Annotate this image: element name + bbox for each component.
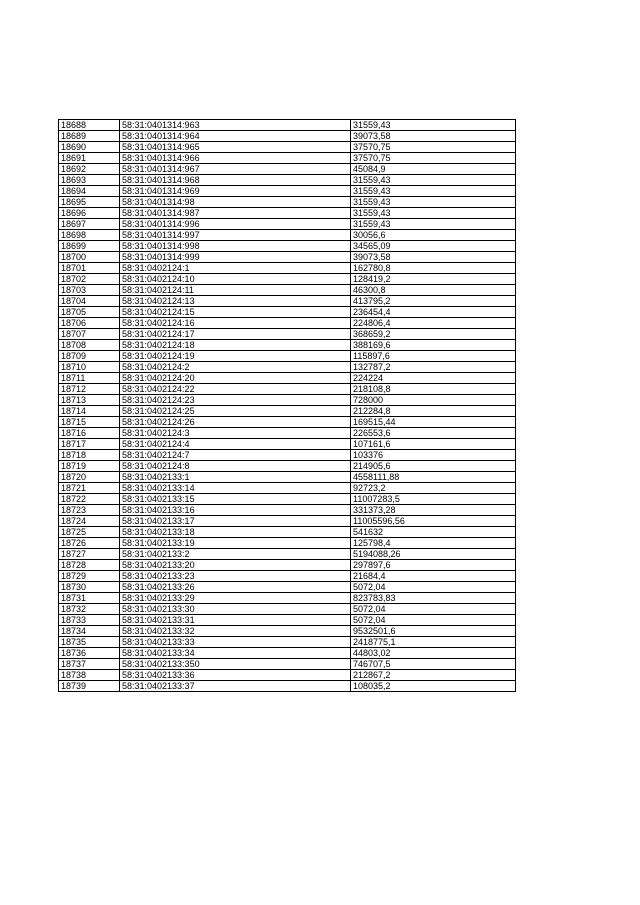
row-number-cell: 18710 (59, 362, 120, 373)
table-row (59, 362, 516, 373)
value-cell: 5194088,26 (351, 549, 516, 560)
row-number-cell: 18701 (59, 263, 120, 274)
cadastral-number-cell: 58:31:0402133:23 (120, 571, 351, 582)
row-number-cell: 18716 (59, 428, 120, 439)
value-cell: 413795,2 (351, 296, 516, 307)
table-row (59, 593, 516, 604)
row-number-cell: 18697 (59, 219, 120, 230)
table-row (59, 219, 516, 230)
cadastral-number-cell: 58:31:0402124:11 (120, 285, 351, 296)
table-row (59, 153, 516, 164)
row-number-cell: 18711 (59, 373, 120, 384)
row-number-cell: 18730 (59, 582, 120, 593)
row-number-cell: 18737 (59, 659, 120, 670)
table-row (59, 285, 516, 296)
row-number-cell: 18727 (59, 549, 120, 560)
row-number-cell: 18736 (59, 648, 120, 659)
value-cell: 31559,43 (351, 186, 516, 197)
table-row (59, 615, 516, 626)
row-number-cell: 18721 (59, 483, 120, 494)
table-row (59, 197, 516, 208)
cadastral-number-cell: 58:31:0402124:15 (120, 307, 351, 318)
value-cell: 162780,8 (351, 263, 516, 274)
cadastral-number-cell: 58:31:0402133:2 (120, 549, 351, 560)
cadastral-number-cell: 58:31:0402133:26 (120, 582, 351, 593)
row-number-cell: 18724 (59, 516, 120, 527)
row-number-cell: 18706 (59, 318, 120, 329)
row-number-cell: 18695 (59, 197, 120, 208)
table-body (59, 120, 516, 692)
table-row (59, 406, 516, 417)
row-number-cell: 18692 (59, 164, 120, 175)
row-number-cell: 18731 (59, 593, 120, 604)
row-number-cell: 18722 (59, 494, 120, 505)
value-cell: 37570,75 (351, 142, 516, 153)
table-row (59, 659, 516, 670)
value-cell: 21684,4 (351, 571, 516, 582)
row-number-cell: 18728 (59, 560, 120, 571)
table-row (59, 296, 516, 307)
cadastral-number-cell: 58:31:0402124:2 (120, 362, 351, 373)
table-row (59, 142, 516, 153)
value-cell: 224224 (351, 373, 516, 384)
row-number-cell: 18708 (59, 340, 120, 351)
row-number-cell: 18709 (59, 351, 120, 362)
value-cell: 34565,09 (351, 241, 516, 252)
cadastral-number-cell: 58:31:0402133:37 (120, 681, 351, 692)
cadastral-number-cell: 58:31:0402133:14 (120, 483, 351, 494)
table-row (59, 472, 516, 483)
table-row (59, 417, 516, 428)
table-row (59, 307, 516, 318)
table-row (59, 131, 516, 142)
value-cell: 9532501,6 (351, 626, 516, 637)
cadastral-number-cell: 58:31:0402124:17 (120, 329, 351, 340)
row-number-cell: 18726 (59, 538, 120, 549)
data-table (58, 119, 516, 692)
cadastral-number-cell: 58:31:0402124:10 (120, 274, 351, 285)
cadastral-number-cell: 58:31:0402124:13 (120, 296, 351, 307)
value-cell: 11005596,56 (351, 516, 516, 527)
row-number-cell: 18715 (59, 417, 120, 428)
table-row (59, 340, 516, 351)
value-cell: 4558111,88 (351, 472, 516, 483)
table-row (59, 527, 516, 538)
value-cell: 236454,4 (351, 307, 516, 318)
row-number-cell: 18689 (59, 131, 120, 142)
table-row (59, 450, 516, 461)
value-cell: 37570,75 (351, 153, 516, 164)
table-row (59, 120, 516, 131)
table-row (59, 373, 516, 384)
cadastral-number-cell: 58:31:0401314:996 (120, 219, 351, 230)
row-number-cell: 18738 (59, 670, 120, 681)
table-row (59, 637, 516, 648)
row-number-cell: 18700 (59, 252, 120, 263)
row-number-cell: 18735 (59, 637, 120, 648)
cadastral-number-cell: 58:31:0402124:20 (120, 373, 351, 384)
table-row (59, 670, 516, 681)
row-number-cell: 18714 (59, 406, 120, 417)
value-cell: 31559,43 (351, 120, 516, 131)
row-number-cell: 18699 (59, 241, 120, 252)
cadastral-number-cell: 58:31:0402133:350 (120, 659, 351, 670)
row-number-cell: 18688 (59, 120, 120, 131)
cadastral-number-cell: 58:31:0401314:965 (120, 142, 351, 153)
value-cell: 39073,58 (351, 131, 516, 142)
value-cell: 103376 (351, 450, 516, 461)
row-number-cell: 18734 (59, 626, 120, 637)
table-row (59, 384, 516, 395)
row-number-cell: 18690 (59, 142, 120, 153)
row-number-cell: 18729 (59, 571, 120, 582)
table-row (59, 318, 516, 329)
value-cell: 746707,5 (351, 659, 516, 670)
value-cell: 5072,04 (351, 582, 516, 593)
value-cell: 331373,28 (351, 505, 516, 516)
cadastral-number-cell: 58:31:0402133:32 (120, 626, 351, 637)
cadastral-number-cell: 58:31:0402133:18 (120, 527, 351, 538)
cadastral-number-cell: 58:31:0402133:30 (120, 604, 351, 615)
value-cell: 226553,6 (351, 428, 516, 439)
cadastral-number-cell: 58:31:0402124:19 (120, 351, 351, 362)
row-number-cell: 18702 (59, 274, 120, 285)
table-row (59, 560, 516, 571)
table-row (59, 439, 516, 450)
row-number-cell: 18732 (59, 604, 120, 615)
table-row (59, 516, 516, 527)
cadastral-number-cell: 58:31:0402124:1 (120, 263, 351, 274)
table-row (59, 582, 516, 593)
row-number-cell: 18739 (59, 681, 120, 692)
row-number-cell: 18696 (59, 208, 120, 219)
cadastral-number-cell: 58:31:0402133:19 (120, 538, 351, 549)
cadastral-number-cell: 58:31:0402133:36 (120, 670, 351, 681)
cadastral-number-cell: 58:31:0401314:98 (120, 197, 351, 208)
value-cell: 92723,2 (351, 483, 516, 494)
value-cell: 31559,43 (351, 175, 516, 186)
row-number-cell: 18704 (59, 296, 120, 307)
row-number-cell: 18723 (59, 505, 120, 516)
value-cell: 39073,58 (351, 252, 516, 263)
row-number-cell: 18703 (59, 285, 120, 296)
table-row (59, 428, 516, 439)
table-row (59, 241, 516, 252)
cadastral-number-cell: 58:31:0402133:20 (120, 560, 351, 571)
value-cell: 728000 (351, 395, 516, 406)
value-cell: 45084,9 (351, 164, 516, 175)
value-cell: 31559,43 (351, 197, 516, 208)
value-cell: 169515,44 (351, 417, 516, 428)
row-number-cell: 18707 (59, 329, 120, 340)
cadastral-number-cell: 58:31:0401314:967 (120, 164, 351, 175)
table-row (59, 681, 516, 692)
row-number-cell: 18712 (59, 384, 120, 395)
table-row (59, 230, 516, 241)
value-cell: 212867,2 (351, 670, 516, 681)
cadastral-number-cell: 58:31:0402124:7 (120, 450, 351, 461)
row-number-cell: 18705 (59, 307, 120, 318)
table-row (59, 505, 516, 516)
cadastral-number-cell: 58:31:0401314:968 (120, 175, 351, 186)
cadastral-number-cell: 58:31:0401314:969 (120, 186, 351, 197)
value-cell: 132787,2 (351, 362, 516, 373)
row-number-cell: 18694 (59, 186, 120, 197)
table-row (59, 549, 516, 560)
row-number-cell: 18720 (59, 472, 120, 483)
value-cell: 5072,04 (351, 604, 516, 615)
cadastral-number-cell: 58:31:0402133:31 (120, 615, 351, 626)
table-row (59, 252, 516, 263)
value-cell: 541632 (351, 527, 516, 538)
cadastral-number-cell: 58:31:0401314:987 (120, 208, 351, 219)
table-row (59, 164, 516, 175)
cadastral-number-cell: 58:31:0401314:997 (120, 230, 351, 241)
table-row (59, 483, 516, 494)
cadastral-number-cell: 58:31:0402124:16 (120, 318, 351, 329)
value-cell: 224806,4 (351, 318, 516, 329)
cadastral-number-cell: 58:31:0402124:4 (120, 439, 351, 450)
row-number-cell: 18733 (59, 615, 120, 626)
cadastral-number-cell: 58:31:0401314:964 (120, 131, 351, 142)
cadastral-number-cell: 58:31:0402133:33 (120, 637, 351, 648)
value-cell: 46300,8 (351, 285, 516, 296)
cadastral-number-cell: 58:31:0402124:3 (120, 428, 351, 439)
table-row (59, 571, 516, 582)
cadastral-number-cell: 58:31:0402124:18 (120, 340, 351, 351)
table-row (59, 274, 516, 285)
cadastral-number-cell: 58:31:0402133:17 (120, 516, 351, 527)
cadastral-number-cell: 58:31:0402133:15 (120, 494, 351, 505)
cadastral-number-cell: 58:31:0402133:1 (120, 472, 351, 483)
row-number-cell: 18718 (59, 450, 120, 461)
row-number-cell: 18698 (59, 230, 120, 241)
table-row (59, 626, 516, 637)
value-cell: 31559,43 (351, 208, 516, 219)
cadastral-number-cell: 58:31:0402124:25 (120, 406, 351, 417)
value-cell: 30056,6 (351, 230, 516, 241)
cadastral-number-cell: 58:31:0401314:966 (120, 153, 351, 164)
cadastral-number-cell: 58:31:0402124:23 (120, 395, 351, 406)
value-cell: 128419,2 (351, 274, 516, 285)
table-row (59, 538, 516, 549)
row-number-cell: 18693 (59, 175, 120, 186)
cadastral-number-cell: 58:31:0402124:26 (120, 417, 351, 428)
table-row (59, 263, 516, 274)
value-cell: 2418775,1 (351, 637, 516, 648)
cadastral-number-cell: 58:31:0402133:34 (120, 648, 351, 659)
table-row (59, 208, 516, 219)
cadastral-number-cell: 58:31:0402133:29 (120, 593, 351, 604)
value-cell: 214905,6 (351, 461, 516, 472)
cadastral-number-cell: 58:31:0401314:998 (120, 241, 351, 252)
table-row (59, 648, 516, 659)
cadastral-number-cell: 58:31:0402133:16 (120, 505, 351, 516)
table-row (59, 604, 516, 615)
table-row (59, 351, 516, 362)
table-row (59, 175, 516, 186)
value-cell: 218108,8 (351, 384, 516, 395)
value-cell: 108035,2 (351, 681, 516, 692)
value-cell: 5072,04 (351, 615, 516, 626)
value-cell: 115897,6 (351, 351, 516, 362)
table-row (59, 329, 516, 340)
cadastral-number-cell: 58:31:0401314:999 (120, 252, 351, 263)
value-cell: 212284,8 (351, 406, 516, 417)
row-number-cell: 18725 (59, 527, 120, 538)
table-row (59, 186, 516, 197)
value-cell: 11007283,5 (351, 494, 516, 505)
value-cell: 107161,6 (351, 439, 516, 450)
row-number-cell: 18719 (59, 461, 120, 472)
value-cell: 823783,83 (351, 593, 516, 604)
row-number-cell: 18717 (59, 439, 120, 450)
value-cell: 125798,4 (351, 538, 516, 549)
cadastral-number-cell: 58:31:0402124:22 (120, 384, 351, 395)
table-row (59, 461, 516, 472)
table-row (59, 494, 516, 505)
row-number-cell: 18713 (59, 395, 120, 406)
value-cell: 44803,02 (351, 648, 516, 659)
table-row (59, 395, 516, 406)
cadastral-number-cell: 58:31:0402124:8 (120, 461, 351, 472)
value-cell: 368659,2 (351, 329, 516, 340)
value-cell: 31559,43 (351, 219, 516, 230)
cadastral-number-cell: 58:31:0401314:963 (120, 120, 351, 131)
row-number-cell: 18691 (59, 153, 120, 164)
value-cell: 388169,6 (351, 340, 516, 351)
value-cell: 297897,6 (351, 560, 516, 571)
